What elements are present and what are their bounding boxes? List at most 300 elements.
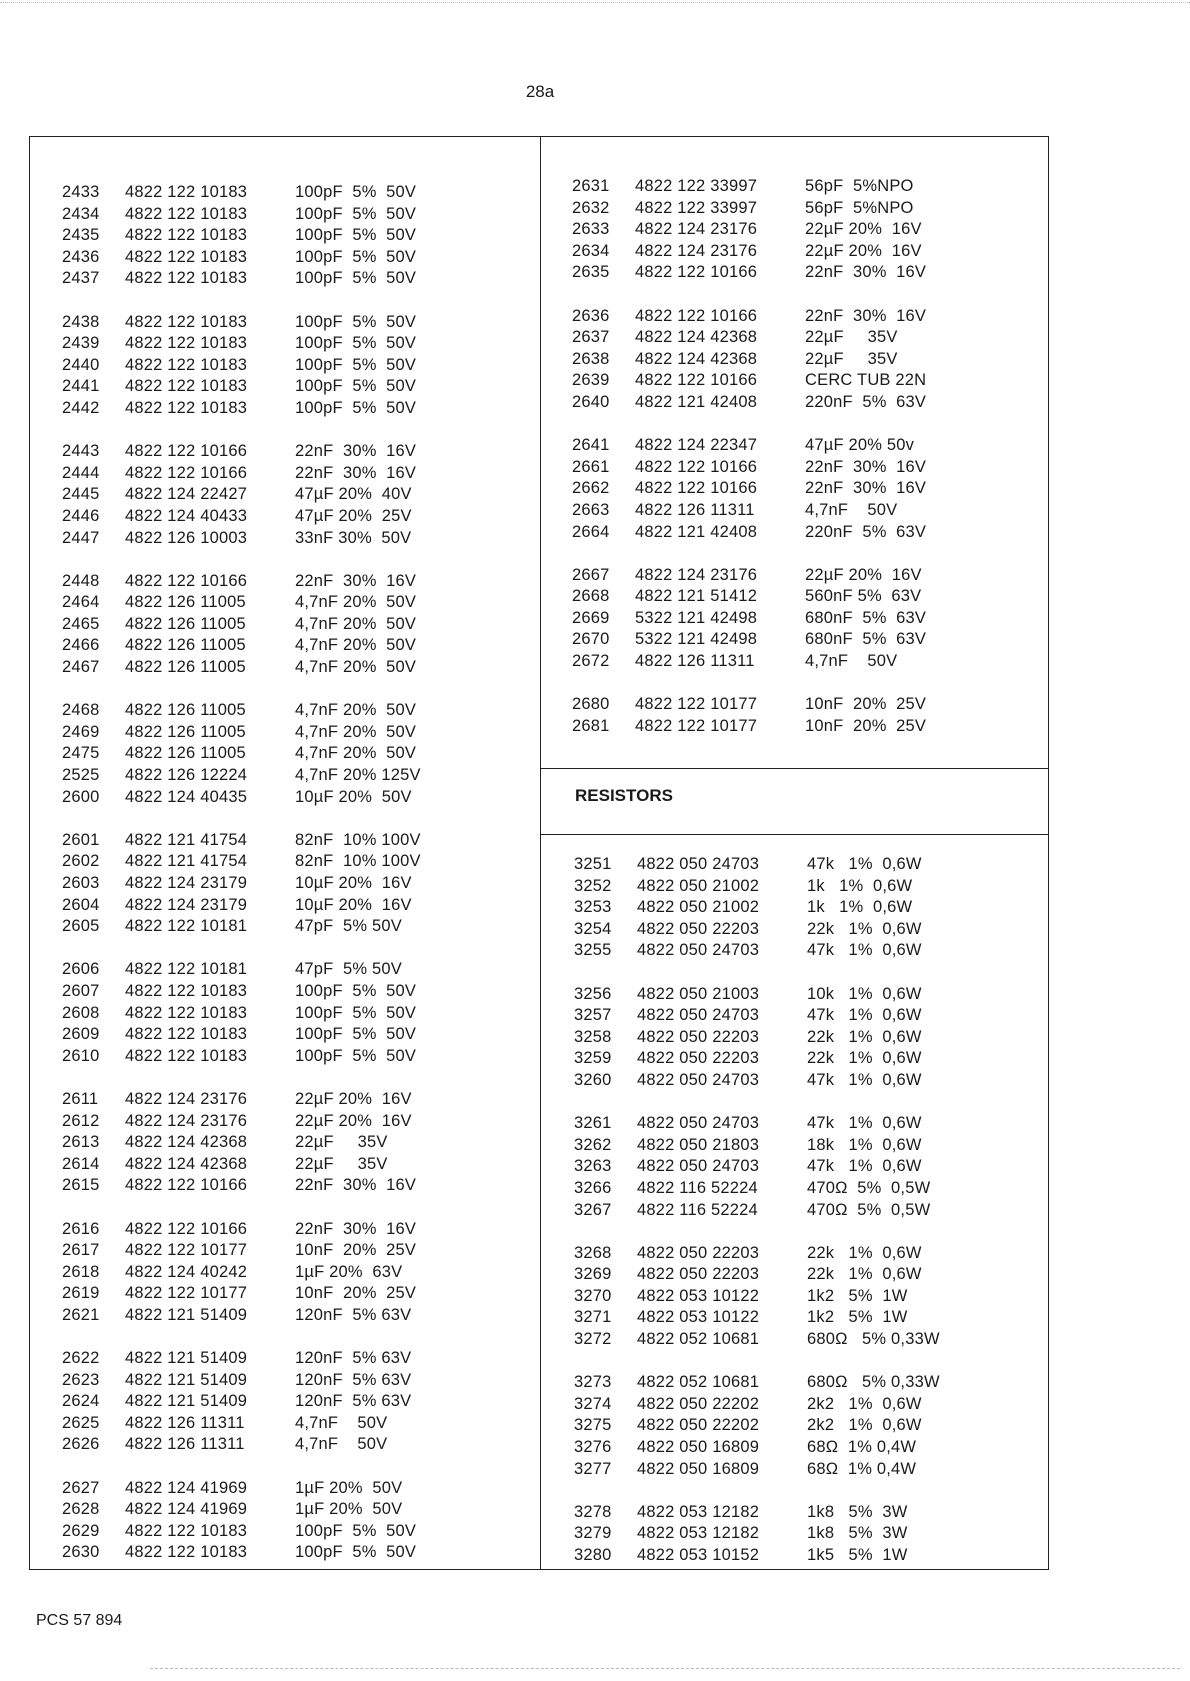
part-reference: 2622 xyxy=(62,1349,100,1368)
part-reference: 3279 xyxy=(574,1524,612,1543)
part-specification: 100pF 5% 50V xyxy=(295,1543,417,1562)
part-row xyxy=(574,1264,940,1286)
part-reference: 3278 xyxy=(574,1502,612,1521)
part-specification: 4,7nF 50V xyxy=(805,500,898,519)
part-code: 4822 122 10166 xyxy=(635,306,758,325)
part-specification: 22k 1% 0,6W xyxy=(807,1027,922,1046)
part-code: 4822 050 21002 xyxy=(637,876,760,895)
part-row xyxy=(62,355,421,377)
part-code: 4822 124 42368 xyxy=(125,1154,248,1173)
part-row xyxy=(572,716,926,738)
part-code: 4822 124 23176 xyxy=(125,1089,248,1108)
part-specification: 68Ω 1% 0,4W xyxy=(807,1438,917,1457)
part-reference: 3251 xyxy=(574,855,612,873)
part-reference: 2635 xyxy=(572,263,610,282)
part-row xyxy=(62,1111,421,1133)
part-row xyxy=(62,1132,421,1154)
part-code: 4822 053 10152 xyxy=(637,1546,760,1564)
part-code: 4822 122 33997 xyxy=(635,177,758,195)
part-code: 4822 121 41754 xyxy=(125,830,248,849)
part-code: 4822 050 24703 xyxy=(637,1114,760,1133)
part-reference: 3259 xyxy=(574,1049,612,1068)
part-reference: 3253 xyxy=(574,898,612,917)
part-row xyxy=(574,854,940,876)
part-reference: 2636 xyxy=(572,306,610,325)
part-code: 4822 124 42368 xyxy=(125,1133,248,1152)
part-code: 4822 124 42368 xyxy=(635,328,758,347)
part-code: 4822 122 10183 xyxy=(125,1543,248,1562)
part-reference: 2680 xyxy=(572,695,610,714)
part-specification: 22nF 30% 16V xyxy=(805,263,927,282)
part-code: 4822 050 16809 xyxy=(637,1438,760,1457)
part-code: 5322 121 42498 xyxy=(635,608,758,627)
part-specification: 120nF 5% 63V xyxy=(295,1370,412,1389)
part-specification: 22nF 30% 16V xyxy=(295,1219,417,1238)
page-number: 28a xyxy=(525,82,555,101)
part-specification: 22nF 30% 16V xyxy=(805,306,927,325)
part-row xyxy=(62,225,421,247)
part-specification: 4,7nF 50V xyxy=(295,1435,388,1454)
part-reference: 3260 xyxy=(574,1070,612,1089)
part-specification: 4,7nF 20% 50V xyxy=(295,701,417,720)
part-reference: 2466 xyxy=(62,636,100,655)
part-code: 4822 050 22203 xyxy=(637,1049,760,1068)
part-reference: 2435 xyxy=(62,226,100,245)
part-specification: 82nF 10% 100V xyxy=(295,830,421,849)
part-specification: 100pF 5% 50V xyxy=(295,377,417,396)
part-specification: 100pF 5% 50V xyxy=(295,312,417,331)
part-specification: 4,7nF 50V xyxy=(805,652,898,671)
part-row xyxy=(62,247,421,269)
part-specification: 47k 1% 0,6W xyxy=(807,855,922,873)
part-code: 4822 122 10166 xyxy=(125,1176,248,1195)
part-specification: 22µF 20% 16V xyxy=(805,241,922,260)
part-row xyxy=(62,657,421,679)
part-reference: 2626 xyxy=(62,1435,100,1454)
part-row xyxy=(572,608,926,630)
part-specification: 47k 1% 0,6W xyxy=(807,1157,922,1176)
part-specification: 68Ω 1% 0,4W xyxy=(807,1459,917,1478)
part-row xyxy=(572,565,926,587)
part-specification: 220nF 5% 63V xyxy=(805,392,927,411)
part-row xyxy=(574,1178,940,1200)
resistor-column xyxy=(574,854,940,1567)
part-specification: 10nF 20% 25V xyxy=(805,716,927,735)
part-code: 4822 050 22203 xyxy=(637,919,760,938)
part-reference: 2608 xyxy=(62,1003,100,1022)
part-row xyxy=(574,1329,940,1351)
part-specification: 100pF 5% 50V xyxy=(295,1025,417,1044)
group-spacer xyxy=(62,679,421,701)
part-specification: 22k 1% 0,6W xyxy=(807,1049,922,1068)
part-reference: 2612 xyxy=(62,1111,100,1130)
part-row xyxy=(62,1175,421,1197)
part-row xyxy=(574,897,940,919)
group-spacer xyxy=(574,1480,940,1502)
part-row xyxy=(62,1391,421,1413)
part-specification: 4,7nF 20% 50V xyxy=(295,593,417,612)
part-code: 4822 124 42368 xyxy=(635,349,758,368)
part-row xyxy=(62,700,421,722)
part-row xyxy=(574,1135,940,1157)
part-reference: 2668 xyxy=(572,587,610,606)
group-spacer xyxy=(572,414,926,436)
part-reference: 2629 xyxy=(62,1521,100,1540)
part-row xyxy=(62,484,421,506)
part-specification: 470Ω 5% 0,5W xyxy=(807,1200,931,1219)
part-code: 4822 050 21003 xyxy=(637,984,760,1003)
part-row xyxy=(62,506,421,528)
part-code: 4822 050 24703 xyxy=(637,941,760,960)
part-code: 4822 050 21803 xyxy=(637,1135,760,1154)
part-code: 4822 126 11311 xyxy=(125,1413,245,1432)
part-reference: 2437 xyxy=(62,269,100,288)
part-row xyxy=(62,333,421,355)
part-row xyxy=(62,981,421,1003)
part-code: 4822 121 51409 xyxy=(125,1392,248,1411)
part-row xyxy=(572,629,926,651)
part-reference: 2670 xyxy=(572,630,610,649)
part-specification: 4,7nF 20% 50V xyxy=(295,744,417,763)
group-spacer xyxy=(572,284,926,306)
part-reference: 2618 xyxy=(62,1262,100,1281)
part-specification: 1k 1% 0,6W xyxy=(807,876,913,895)
part-specification: 22µF 20% 16V xyxy=(805,220,922,239)
part-specification: 56pF 5%NPO xyxy=(805,177,914,195)
part-specification: 100pF 5% 50V xyxy=(295,269,417,288)
group-spacer xyxy=(574,962,940,984)
part-row xyxy=(574,1048,940,1070)
part-specification: 82nF 10% 100V xyxy=(295,852,421,871)
part-row xyxy=(62,1262,421,1284)
part-specification: 22µF 35V xyxy=(295,1133,388,1152)
part-row xyxy=(574,1027,940,1049)
part-code: 4822 124 41969 xyxy=(125,1478,248,1497)
part-reference: 2624 xyxy=(62,1392,100,1411)
part-specification: 680Ω 5% 0,33W xyxy=(807,1373,940,1392)
part-specification: 470Ω 5% 0,5W xyxy=(807,1178,931,1197)
part-reference: 2469 xyxy=(62,722,100,741)
part-specification: 1µF 20% 50V xyxy=(295,1478,403,1497)
part-reference: 2628 xyxy=(62,1500,100,1519)
part-row xyxy=(62,873,421,895)
part-code: 4822 122 10183 xyxy=(125,269,248,288)
part-reference: 2611 xyxy=(62,1089,99,1108)
part-specification: 22nF 30% 16V xyxy=(805,479,927,498)
group-spacer xyxy=(62,808,421,830)
part-row xyxy=(574,1243,940,1265)
part-specification: 10µF 20% 50V xyxy=(295,787,412,806)
part-code: 4822 126 11311 xyxy=(125,1435,245,1454)
part-code: 4822 116 52224 xyxy=(637,1178,758,1197)
group-spacer xyxy=(574,1092,940,1114)
part-code: 4822 121 51409 xyxy=(125,1305,248,1324)
part-code: 4822 126 11005 xyxy=(125,614,246,633)
part-row xyxy=(574,1545,940,1567)
group-spacer xyxy=(62,1326,421,1348)
part-code: 4822 126 11311 xyxy=(635,652,755,671)
part-reference: 3280 xyxy=(574,1546,612,1564)
part-specification: 22k 1% 0,6W xyxy=(807,919,922,938)
part-reference: 2601 xyxy=(62,830,100,849)
part-code: 4822 122 10166 xyxy=(635,457,758,476)
part-row xyxy=(574,1523,940,1545)
part-row xyxy=(62,1478,421,1500)
part-row xyxy=(62,1542,421,1564)
part-reference: 2446 xyxy=(62,506,100,525)
part-row xyxy=(62,1154,421,1176)
part-reference: 3256 xyxy=(574,984,612,1003)
part-reference: 2632 xyxy=(572,198,610,217)
part-row xyxy=(62,959,421,981)
part-reference: 2631 xyxy=(572,177,610,195)
part-reference: 2634 xyxy=(572,241,610,260)
part-code: 4822 121 42408 xyxy=(635,522,758,541)
part-reference: 2444 xyxy=(62,463,100,482)
part-reference: 2641 xyxy=(572,436,610,455)
part-reference: 3263 xyxy=(574,1157,612,1176)
part-row xyxy=(572,306,926,328)
part-row xyxy=(62,571,421,593)
part-row xyxy=(574,984,940,1006)
part-row xyxy=(574,876,940,898)
part-reference: 3277 xyxy=(574,1459,612,1478)
part-row xyxy=(572,478,926,500)
part-code: 4822 126 10003 xyxy=(125,528,248,547)
part-code: 4822 122 10183 xyxy=(125,398,248,417)
part-reference: 2464 xyxy=(62,593,100,612)
part-row xyxy=(62,268,421,290)
part-specification: 100pF 5% 50V xyxy=(295,1003,417,1022)
part-code: 4822 124 23176 xyxy=(635,565,758,584)
part-reference: 2615 xyxy=(62,1176,100,1195)
part-row xyxy=(62,635,421,657)
part-row xyxy=(574,1372,940,1394)
part-reference: 2640 xyxy=(572,392,610,411)
part-code: 4822 122 10177 xyxy=(635,716,758,735)
part-code: 4822 122 10183 xyxy=(125,1025,248,1044)
part-code: 5322 121 42498 xyxy=(635,630,758,649)
part-specification: 560nF 5% 63V xyxy=(805,587,922,606)
group-spacer xyxy=(62,1197,421,1219)
part-code: 4822 126 11005 xyxy=(125,744,246,763)
part-row xyxy=(574,1459,940,1481)
part-row xyxy=(62,398,421,420)
part-specification: 10nF 20% 25V xyxy=(805,695,927,714)
part-code: 4822 050 22203 xyxy=(637,1027,760,1046)
part-specification: 100pF 5% 50V xyxy=(295,334,417,353)
part-reference: 2441 xyxy=(62,377,100,396)
part-code: 4822 050 24703 xyxy=(637,855,760,873)
part-row xyxy=(62,851,421,873)
part-row xyxy=(572,522,926,544)
part-code: 4822 126 11311 xyxy=(635,500,755,519)
part-specification: 22µF 20% 16V xyxy=(295,1089,412,1108)
part-code: 4822 122 10183 xyxy=(125,204,248,223)
part-specification: 100pF 5% 50V xyxy=(295,183,417,201)
part-reference: 2667 xyxy=(572,565,610,584)
part-specification: 10nF 20% 25V xyxy=(295,1284,417,1303)
part-specification: 4,7nF 50V xyxy=(295,1413,388,1432)
part-specification: 47µF 20% 50v xyxy=(805,436,915,455)
part-reference: 2433 xyxy=(62,183,100,201)
part-reference: 2616 xyxy=(62,1219,100,1238)
part-specification: 33nF 30% 50V xyxy=(295,528,412,547)
part-specification: 22nF 30% 16V xyxy=(295,463,417,482)
part-reference: 2623 xyxy=(62,1370,100,1389)
part-code: 4822 126 11005 xyxy=(125,722,246,741)
part-row xyxy=(572,435,926,457)
part-reference: 2436 xyxy=(62,247,100,266)
part-code: 4822 122 10166 xyxy=(125,442,248,461)
part-specification: 100pF 5% 50V xyxy=(295,1046,417,1065)
scan-artifact-top xyxy=(0,2,1190,3)
part-row xyxy=(572,370,926,392)
part-code: 4822 122 10183 xyxy=(125,377,248,396)
part-row xyxy=(62,312,421,334)
part-row xyxy=(574,940,940,962)
part-specification: 10µF 20% 16V xyxy=(295,874,412,892)
part-specification: 100pF 5% 50V xyxy=(295,247,417,266)
part-reference: 2672 xyxy=(572,652,610,671)
group-spacer xyxy=(62,549,421,571)
part-specification: 22µF 35V xyxy=(295,1154,388,1173)
group-spacer xyxy=(574,1221,940,1243)
part-code: 4822 122 10181 xyxy=(125,960,248,979)
part-row xyxy=(62,1434,421,1456)
part-code: 4822 124 40435 xyxy=(125,787,248,806)
part-row xyxy=(62,1219,421,1241)
part-code: 4822 052 10681 xyxy=(637,1330,760,1349)
part-code: 4822 122 10166 xyxy=(635,371,758,390)
part-reference: 3276 xyxy=(574,1438,612,1457)
part-code: 4822 122 10181 xyxy=(125,917,248,936)
part-row xyxy=(62,1240,421,1262)
part-reference: 2633 xyxy=(572,220,610,239)
part-reference: 2525 xyxy=(62,766,100,785)
part-code: 4822 126 12224 xyxy=(125,766,248,785)
part-reference: 3273 xyxy=(574,1373,612,1392)
part-code: 4822 052 10681 xyxy=(637,1373,760,1392)
part-specification: 4,7nF 20% 125V xyxy=(295,766,421,785)
part-specification: 100pF 5% 50V xyxy=(295,398,417,417)
part-row xyxy=(572,327,926,349)
part-code: 4822 050 22202 xyxy=(637,1394,760,1413)
document-code: PCS 57 894 xyxy=(36,1612,123,1629)
part-specification: 22nF 30% 16V xyxy=(805,457,927,476)
part-reference: 2663 xyxy=(572,500,610,519)
part-row xyxy=(574,1156,940,1178)
part-row xyxy=(62,182,421,204)
part-reference: 2438 xyxy=(62,312,100,331)
part-specification: 22µF 35V xyxy=(805,349,898,368)
group-spacer xyxy=(574,1351,940,1373)
part-reference: 2613 xyxy=(62,1133,100,1152)
part-code: 4822 122 10183 xyxy=(125,1521,248,1540)
resistors-section-title: RESISTORS xyxy=(575,786,673,805)
part-specification: 18k 1% 0,6W xyxy=(807,1135,922,1154)
part-code: 4822 050 24703 xyxy=(637,1157,760,1176)
part-code: 4822 124 22347 xyxy=(635,436,758,455)
resistors-header-top-rule xyxy=(541,768,1049,769)
part-code: 4822 122 10177 xyxy=(635,695,758,714)
part-row xyxy=(62,376,421,398)
part-specification: 100pF 5% 50V xyxy=(295,204,417,223)
part-reference: 2637 xyxy=(572,328,610,347)
part-code: 4822 122 10166 xyxy=(125,571,248,590)
part-reference: 3254 xyxy=(574,919,612,938)
part-row xyxy=(62,204,421,226)
part-code: 4822 053 12182 xyxy=(637,1502,760,1521)
part-reference: 3267 xyxy=(574,1200,612,1219)
part-reference: 2442 xyxy=(62,398,100,417)
part-code: 4822 124 22427 xyxy=(125,485,248,504)
part-specification: 47pF 5% 50V xyxy=(295,960,402,979)
part-code: 4822 124 23176 xyxy=(125,1111,248,1130)
part-specification: 22nF 30% 16V xyxy=(295,571,417,590)
part-specification: 4,7nF 20% 50V xyxy=(295,636,417,655)
part-row xyxy=(574,1113,940,1135)
part-code: 4822 126 11005 xyxy=(125,701,246,720)
part-row xyxy=(62,592,421,614)
part-code: 4822 050 22203 xyxy=(637,1265,760,1284)
part-specification: 1µF 20% 50V xyxy=(295,1500,403,1519)
part-specification: 2k2 1% 0,6W xyxy=(807,1394,922,1413)
part-specification: 120nF 5% 63V xyxy=(295,1392,412,1411)
part-reference: 3255 xyxy=(574,941,612,960)
part-reference: 2448 xyxy=(62,571,100,590)
part-reference: 2443 xyxy=(62,442,100,461)
part-reference: 2465 xyxy=(62,614,100,633)
part-reference: 2609 xyxy=(62,1025,100,1044)
part-specification: 22nF 30% 16V xyxy=(295,1176,417,1195)
part-reference: 2638 xyxy=(572,349,610,368)
part-specification: 120nF 5% 63V xyxy=(295,1305,412,1324)
part-reference: 3274 xyxy=(574,1394,612,1413)
part-row xyxy=(62,1499,421,1521)
part-specification: 4,7nF 20% 50V xyxy=(295,658,417,677)
part-reference: 2605 xyxy=(62,917,100,936)
part-specification: 56pF 5%NPO xyxy=(805,198,914,217)
part-row xyxy=(62,1024,421,1046)
part-code: 4822 053 10122 xyxy=(637,1308,760,1327)
part-row xyxy=(572,219,926,241)
part-specification: 22µF 20% 16V xyxy=(295,1111,412,1130)
part-code: 4822 124 23176 xyxy=(635,220,758,239)
part-row xyxy=(62,765,421,787)
part-code: 4822 121 51409 xyxy=(125,1370,248,1389)
part-code: 4822 122 33997 xyxy=(635,198,758,217)
part-reference: 2600 xyxy=(62,787,100,806)
part-row xyxy=(572,392,926,414)
part-row xyxy=(574,1307,940,1329)
part-specification: 10µF 20% 16V xyxy=(295,895,412,914)
group-spacer xyxy=(62,420,421,442)
part-specification: 1k 1% 0,6W xyxy=(807,898,913,917)
part-reference: 2625 xyxy=(62,1413,100,1432)
part-specification: 1k2 5% 1W xyxy=(807,1308,908,1327)
part-specification: 680nF 5% 63V xyxy=(805,630,927,649)
resistors-header-bottom-rule xyxy=(541,834,1049,835)
part-specification: 100pF 5% 50V xyxy=(295,1521,417,1540)
part-reference: 2434 xyxy=(62,204,100,223)
part-specification: 47k 1% 0,6W xyxy=(807,941,922,960)
part-reference: 2607 xyxy=(62,981,100,1000)
part-code: 4822 126 11005 xyxy=(125,636,246,655)
part-code: 4822 122 10183 xyxy=(125,183,248,201)
part-specification: 680Ω 5% 0,33W xyxy=(807,1330,940,1349)
part-code: 4822 122 10166 xyxy=(635,263,758,282)
